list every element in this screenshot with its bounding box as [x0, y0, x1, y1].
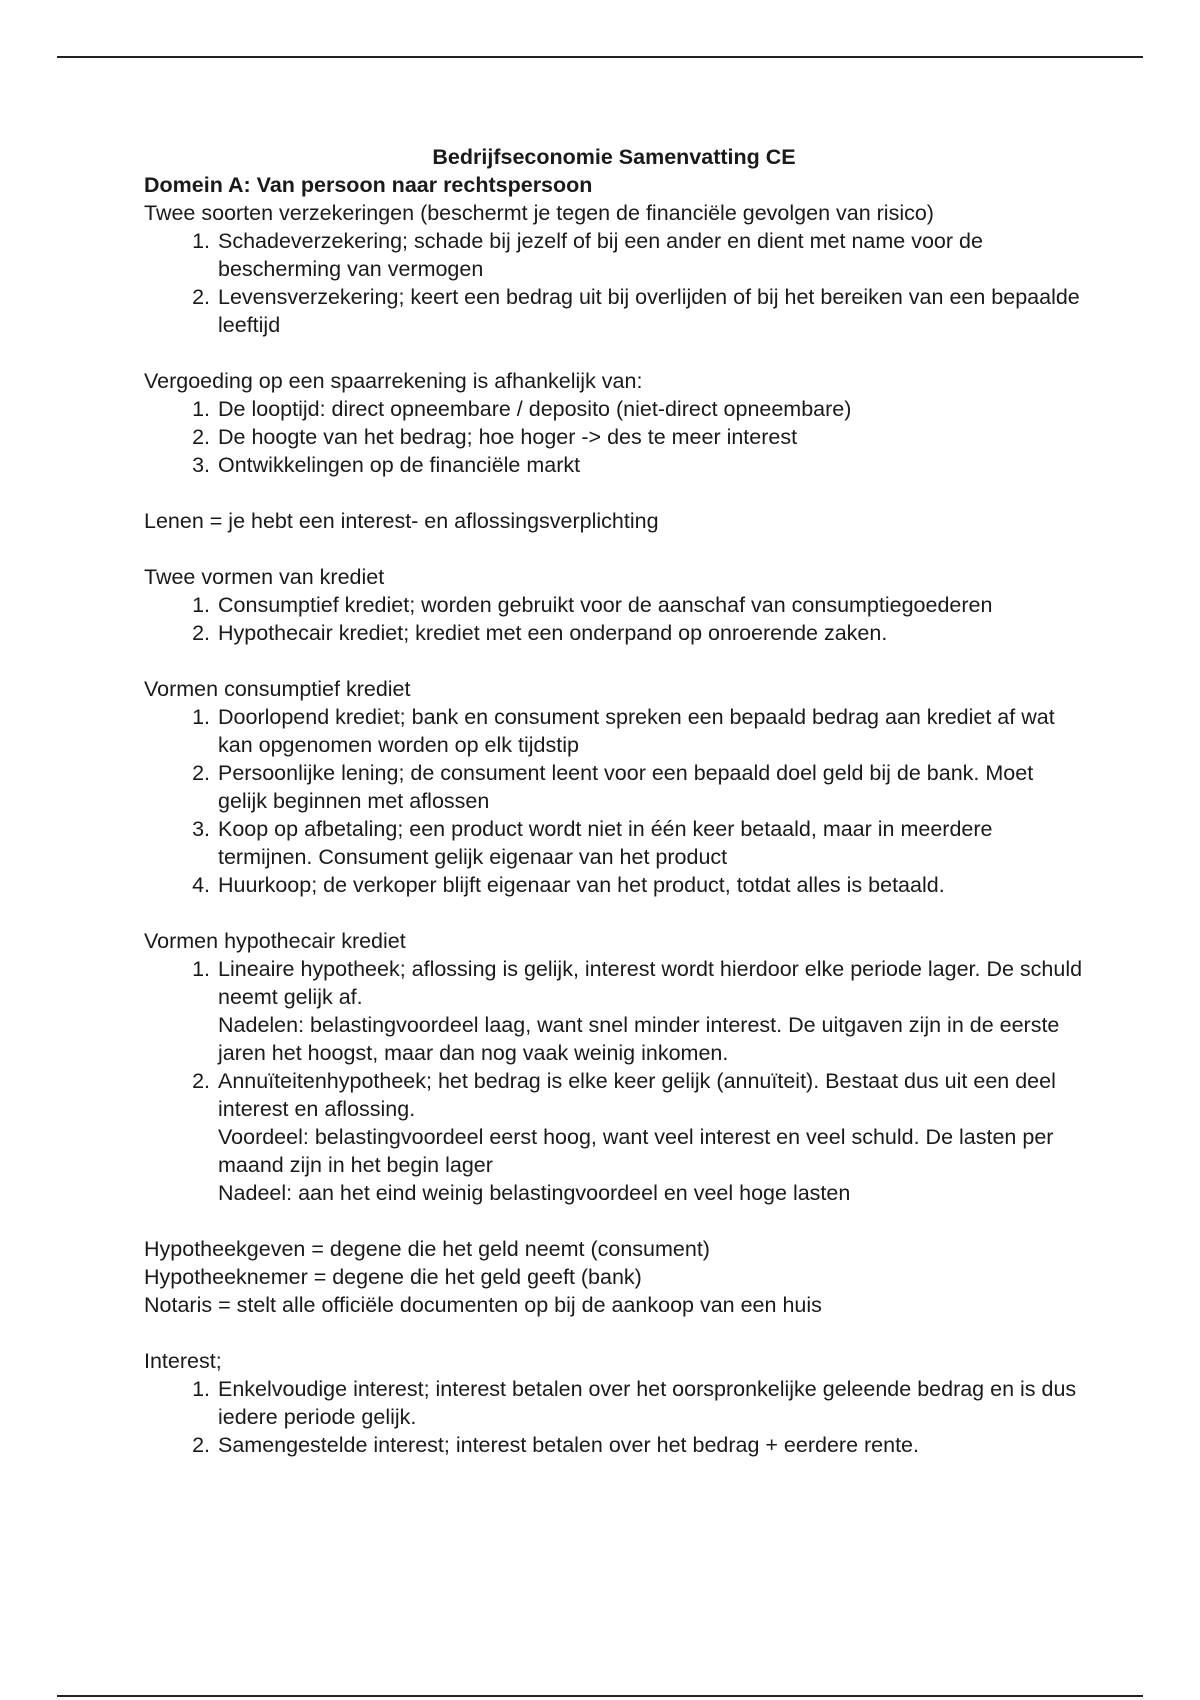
definition-line: Notaris = stelt alle officiële documenten op bij de aankoop van een huis	[144, 1293, 822, 1317]
document-page	[144, 143, 1084, 1459]
section-intro: Vormen consumptief krediet	[144, 677, 411, 701]
list-item-text: Koop op afbetaling; een product wordt niet in één keer betaald, maar in meerdere termijnen. Consument gelijk eigenaar van het product	[218, 817, 993, 869]
list-item-text: Annuïteitenhypotheek; het bedrag is elke keer gelijk (annuïteit). Bestaat dus uit een deel interest en aflossing.	[218, 1069, 1056, 1121]
list-item	[216, 759, 1084, 815]
list-item-text: Hypothecair krediet; krediet met een onderpand op onroerende zaken.	[218, 621, 888, 645]
section-intro: Vergoeding op een spaarrekening is afhankelijk van:	[144, 369, 643, 393]
list-item-text: Huurkoop; de verkoper blijft eigenaar van het product, totdat alles is betaald.	[218, 873, 945, 897]
list-item	[216, 283, 1084, 339]
bottom-rule	[57, 1695, 1143, 1697]
section-list	[144, 227, 1084, 339]
list-item-text: Levensverzekering; keert een bedrag uit bij overlijden of bij het bereiken van een bepaalde leeftijd	[218, 285, 1080, 337]
interest-intro: Interest;	[144, 1349, 222, 1373]
list-item	[216, 1375, 1084, 1431]
spacer	[144, 1207, 1084, 1235]
list-item-text: Ontwikkelingen op de financiële markt	[218, 453, 581, 477]
list-item-text: Lineaire hypotheek; aflossing is gelijk, interest wordt hierdoor elke periode lager. De schuld neemt gelijk af.	[218, 957, 1083, 1009]
list-item	[216, 423, 1084, 451]
list-item	[216, 451, 1084, 479]
list-item	[216, 955, 1084, 1067]
section-list	[144, 955, 1084, 1207]
spacer	[144, 339, 1084, 367]
definition-line: Hypotheekgeven = degene die het geld neemt (consument)	[144, 1237, 710, 1261]
interest-list	[144, 1375, 1084, 1459]
section-list	[144, 395, 1084, 479]
document-title: Bedrijfseconomie Samenvatting CE	[432, 145, 796, 169]
list-item	[216, 815, 1084, 871]
list-item-text: De hoogte van het bedrag; hoe hoger -> des te meer interest	[218, 425, 798, 449]
list-item-text: Enkelvoudige interest; interest betalen over het oorspronkelijke geleende bedrag en is dus iedere periode gelijk.	[218, 1377, 1077, 1429]
list-item	[216, 871, 1084, 899]
list-item	[216, 1067, 1084, 1207]
definition-line: Hypotheeknemer = degene die het geld geeft (bank)	[144, 1265, 642, 1289]
list-item-note: Nadeel: aan het eind weinig belastingvoordeel en veel hoge lasten	[218, 1181, 851, 1205]
section-intro: Vormen hypothecair krediet	[144, 929, 406, 953]
spacer	[144, 647, 1084, 675]
list-item	[216, 619, 1084, 647]
spacer	[144, 479, 1084, 507]
list-item-text: Samengestelde interest; interest betalen over het bedrag + eerdere rente.	[218, 1433, 919, 1457]
section-intro: Lenen = je hebt een interest- en aflossingsverplichting	[144, 509, 659, 533]
sections	[144, 199, 1084, 1207]
list-item	[216, 1431, 1084, 1459]
list-item-text: Persoonlijke lening; de consument leent voor een bepaald doel geld bij de bank. Moet gelijk beginnen met aflossen	[218, 761, 1034, 813]
list-item	[216, 591, 1084, 619]
section-intro: Twee vormen van krediet	[144, 565, 385, 589]
list-item-text: Consumptief krediet; worden gebruikt voor de aanschaf van consumptiegoederen	[218, 593, 993, 617]
spacer	[144, 535, 1084, 563]
list-item-note: Nadelen: belastingvoordeel laag, want snel minder interest. De uitgaven zijn in de eerste jaren het hoogst, maar dan nog vaak weinig inkomen.	[218, 1013, 1060, 1065]
domain-heading: Domein A: Van persoon naar rechtspersoon	[144, 173, 593, 197]
list-item	[216, 703, 1084, 759]
section-intro: Twee soorten verzekeringen (beschermt je tegen de financiële gevolgen van risico)	[144, 201, 934, 225]
list-item-note: Voordeel: belastingvoordeel eerst hoog, want veel interest en veel schuld. De lasten per maand zijn in het begin lager	[218, 1125, 1054, 1177]
section-list	[144, 591, 1084, 647]
spacer	[144, 899, 1084, 927]
list-item-text: Schadeverzekering; schade bij jezelf of bij een ander en dient met name voor de bescherming van vermogen	[218, 229, 983, 281]
list-item	[216, 227, 1084, 283]
section-list	[144, 703, 1084, 899]
spacer	[144, 1319, 1084, 1347]
list-item	[216, 395, 1084, 423]
list-item-text: Doorlopend krediet; bank en consument spreken een bepaald bedrag aan krediet af wat kan opgenomen worden op elk tijdstip	[218, 705, 1055, 757]
top-rule	[57, 56, 1143, 58]
list-item-text: De looptijd: direct opneembare / deposito (niet-direct opneembare)	[218, 397, 852, 421]
